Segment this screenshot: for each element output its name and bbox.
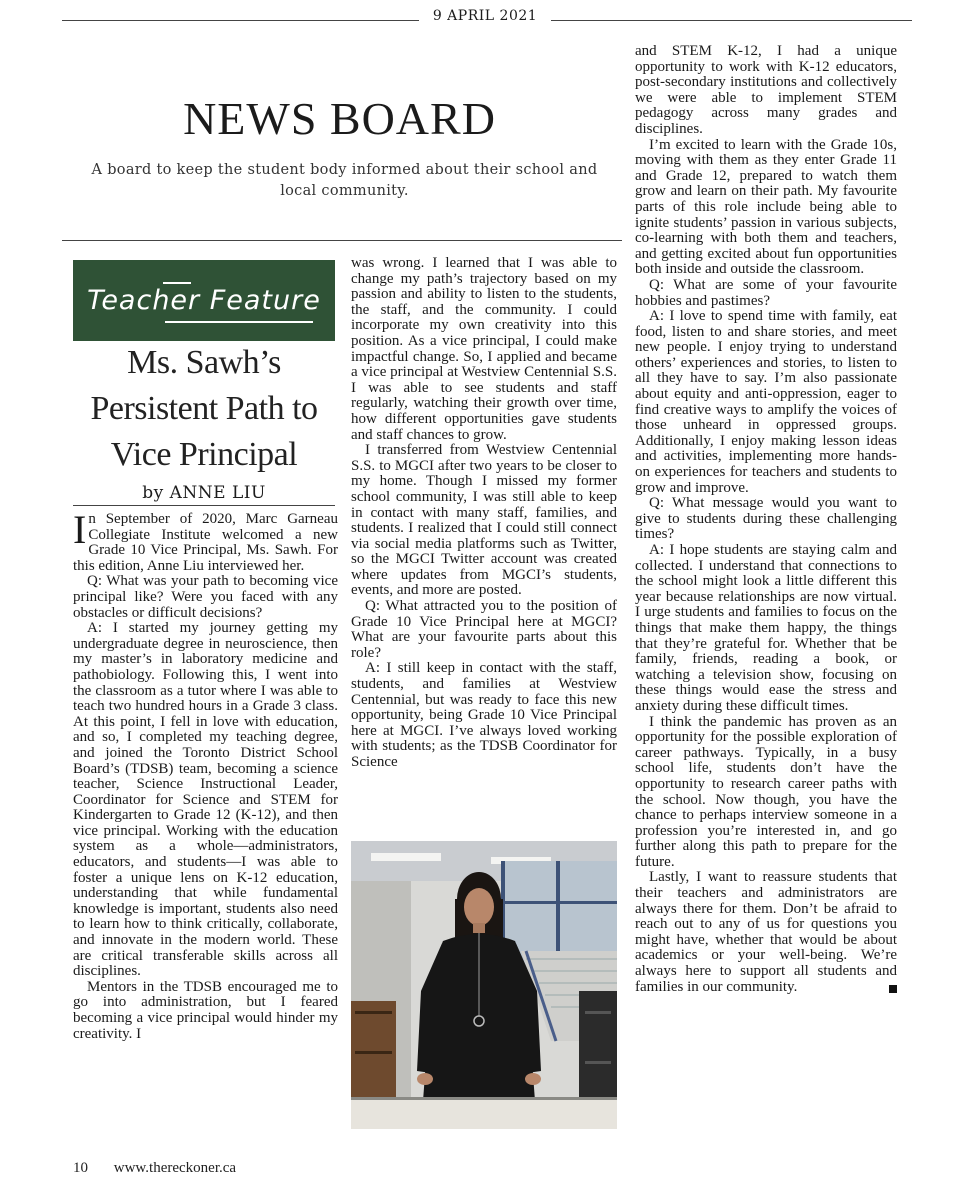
article-paragraph: Q: What are some of your favourite hobbies and pastimes? <box>635 276 897 309</box>
vice-principal-photo <box>351 841 617 1129</box>
article-paragraph: A: I still keep in contact with the staff, students, and families at Westview Centennial, but was ready to face this new opportunity, being Grade 10 Vice Principal here at MGCI. I’ve always loved working with students; as the TDSB Coordinator for Science <box>351 660 617 770</box>
teacher-feature-banner <box>73 260 335 341</box>
section-divider <box>62 240 622 241</box>
article-paragraph: Lastly, I want to reassure students that their teachers and administrators are always there for them. Don’t be afraid to reach out to any of us for questions you might have, whether that would be about academics or your well-being. We’re always here to support all students and families in our community. <box>635 869 897 995</box>
article-paragraph: Q: What attracted you to the position of Grade 10 Vice Principal here at MGCI? What are your favourite parts about this role? <box>351 598 617 661</box>
masthead-subtitle: A board to keep the student body informed about their school and local community. <box>91 162 598 199</box>
article-column-2 <box>351 256 617 838</box>
page-footer <box>73 1160 236 1177</box>
article-byline: by ANNE LIU <box>142 483 266 503</box>
article-paragraph: and STEM K-12, I had a unique opportunity to work with K-12 educators, post-secondary institutions and collectively we were able to implement STEM pedagogy across many grades and disciplines. <box>635 43 897 137</box>
feature-tag-label: Teacher Feature <box>87 285 321 316</box>
article-paragraph: A: I started my journey getting my undergraduate degree in neuroscience, then my master’s in laboratory medicine and pathobiology. Following this, I went into the classroom as a tutor where I was able to teach two hundred hours in a Grade 3 class. At this point, I fell in love with education, and so, I completed my teaching degree, and joined the Toronto District School Board’s (TDSB) team, becoming a science teacher, Science Instructional Leader, Coordinator for Science and STEM for Kindergarten to Grade 12 (K-12), and then vice principal. Working with the education system as a whole—administrators, educators, and students—I was able to foster a unique lens on K-12 education, understanding that while fundamental knowledge is important, students also need to learn how to think critically, collaborate, and innovate in the modern world. These are critical transferable skills across all disciplines. <box>73 620 338 980</box>
article-paragraph: A: I love to spend time with family, eat food, listen to and share stories, and meet new people. I enjoy trying to understand others’ experiences and stories, to listen to all they have to say. I’m also passionate about equity and anti-oppression, eager to find creative ways to amplify the voices of those unheard in oppressed groups. Additionally, I enjoy making lesson ideas and activities, implementing more hands-on experiences for teachers and students to grow and improve. <box>635 308 897 496</box>
article-column-1 <box>73 507 338 1137</box>
article-paragraph: I think the pandemic has proven as an opportunity for the possible exploration of career pathways. Typically, in a busy school life, students don’t have the opportunity to research career paths with the school. Now though, you have the chance to perhaps interview someone in a profession you’re interested in, and go further along this path to prepare for the future. <box>635 713 897 870</box>
chalk-comb-icon <box>163 282 191 290</box>
drop-cap: I <box>73 507 87 552</box>
website-link[interactable]: www.thereckoner.ca <box>113 1160 237 1176</box>
article-paragraph: Q: What was your path to becoming vice principal like? Were you faced with any obstacles or difficult decisions? <box>73 573 338 621</box>
byline-rule <box>73 505 335 506</box>
article-paragraph: I’m excited to learn with the Grade 10s, moving with them as they enter Grade 11 and Grade 12, prepared to watch them grow and learn on their path. My favourite parts of this role include being able to ignite students’ passion in various subjects, co-learning with both them and teachers, and getting excited about fun opportunities both inside and outside the classroom. <box>635 136 897 278</box>
article-paragraph: I transferred from Westview Centennial S.S. to MGCI after two years to be closer to my home. Though I missed my former school community, I was still able to keep in contact with many staff, families, and students. I realized that I could still connect via social media platforms such as Twitter, so the MGCI Twitter account was created where updates from MGCI’s students, events, and more are posted. <box>351 442 617 599</box>
masthead-title: NEWS BOARD <box>183 93 496 144</box>
article-paragraph: Mentors in the TDSB encouraged me to go into administration, but I feared becoming a vice principal would hinder my creativity. I <box>73 978 338 1042</box>
article-paragraph: was wrong. I learned that I was able to change my path’s trajectory based on my passion and ability to listen to the students, the staff, and the community. I could incorporate my own creativity into this position. As a vice principal, I could make impactful change. So, I applied and became a vice principal at Westview Centennial S.S. I was able to see students and staff regularly, watching their growth over time, how different opportunities gave students and staff chances to grow. <box>351 255 617 443</box>
page-number: 10 <box>73 1160 88 1176</box>
issue-date: 9 APRIL 2021 <box>0 8 970 24</box>
article-paragraph: A: I hope students are staying calm and collected. I understand that connections to the school might look a little different this year because relationships are now virtual. I urge students and families to focus on the things that make them happy, the things that they’re grateful for. Whether that be family, friends, reading a book, or watching a television show, focusing on these things would ease the stress and anxiety during these difficult times. <box>635 542 897 714</box>
portrait-image <box>351 841 617 1129</box>
feature-tag-underline <box>165 321 313 323</box>
end-of-article-mark <box>889 985 897 993</box>
article-paragraph: In September of 2020, Marc Garneau Collegiate Institute welcomed a new Grade 10 Vice Principal, Ms. Sawh. For this edition, Anne Liu interviewed her. <box>73 507 338 574</box>
article-headline: Ms. Sawh’s Persistent Path to Vice Principal <box>90 344 318 473</box>
article-column-3 <box>635 44 897 1140</box>
article-paragraph: Q: What message would you want to give to students during these challenging times? <box>635 495 897 543</box>
